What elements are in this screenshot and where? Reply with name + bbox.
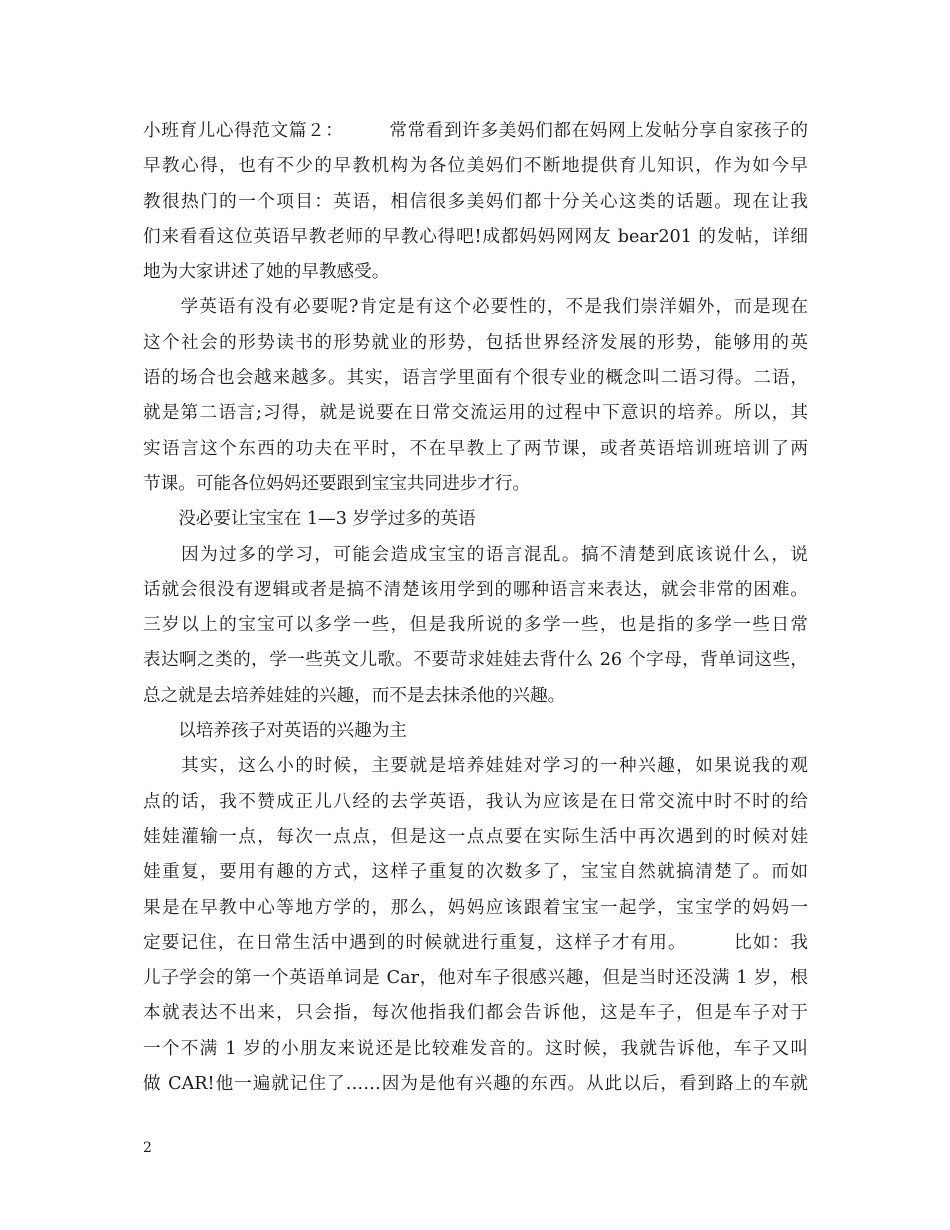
text-line: 教很热门的一个项目：英语，相信很多美妈们都十分关心这类的话题。现在让我: [143, 191, 808, 212]
text-line: 早教心得，也有不少的早教机构为各位美妈们不断地提供育儿知识，作为如今早: [143, 156, 808, 177]
text-line: 总之就是去培养娃娃的兴趣，而不是去抹杀他的兴趣。: [143, 685, 566, 706]
text-line: 一个不满 1 岁的小朋友来说还是比较难发音的。这时候，我就告诉他，车子又叫: [143, 1038, 808, 1059]
text-line: 娃娃灌输一点，每次一点点，但是这一点点要在实际生活中再次遇到的时候对娃: [143, 826, 808, 847]
text-line: 小班育儿心得范文篇２： 常常看到许多美妈们都在妈网上发帖分享自家孩子的: [143, 121, 808, 141]
text-line: 做 CAR!他一遍就记住了……因为是他有兴趣的东西。从此以后，看到路上的车就: [143, 1074, 808, 1095]
text-line: 就是第二语言;习得，就是说要在日常交流运用的过程中下意识的培养。所以，其: [143, 403, 808, 424]
text-line: 话就会很没有逻辑或者是搞不清楚该用学到的哪种语言来表达，就会非常的困难。: [143, 579, 808, 600]
text-line: 其实，这么小的时候，主要就是培养娃娃对学习的一种兴趣，如果说我的观: [143, 756, 808, 777]
text-line: 果是在早教中心等地方学的，那么，妈妈应该跟着宝宝一起学，宝宝学的妈妈一: [143, 897, 808, 918]
page-number: 2: [143, 1140, 152, 1156]
text-line: 语的场合也会越来越多。其实，语言学里面有个很专业的概念叫二语习得。二语，: [143, 368, 808, 389]
text-line: 地为大家讲述了她的早教感受。: [143, 262, 390, 283]
text-line: 学英语有没有必要呢?肯定是有这个必要性的，不是我们崇洋媚外，而是现在: [143, 297, 808, 318]
text-line: 以培养孩子对英语的兴趣为主: [143, 721, 407, 742]
body-text: [143, 114, 808, 1102]
text-line: 实语言这个东西的功夫在平时，不在早教上了两节课，或者英语培训班培训了两: [143, 438, 808, 459]
text-line: 儿子学会的第一个英语单词是 Car，他对车子很感兴趣，但是当时还没满 1 岁，根: [143, 968, 808, 989]
text-line: 节课。可能各位妈妈还要跟到宝宝共同进步才行。: [143, 473, 531, 494]
text-line: 表达啊之类的，学一些英文儿歌。不要苛求娃娃去背什么 26 个字母，背单词这些，: [143, 650, 808, 671]
text-line: 因为过多的学习，可能会造成宝宝的语言混乱。搞不清楚到底该说什么，说: [143, 544, 808, 565]
text-line: 点的话，我不赞成正儿八经的去学英语，我认为应该是在日常交流中时不时的给: [143, 791, 808, 812]
text-line: 本就表达不出来，只会指，每次他指我们都会告诉他，这是车子，但是车子对于: [143, 1003, 808, 1024]
text-line: 没必要让宝宝在 1—3 岁学过多的英语: [143, 509, 476, 530]
text-line: 这个社会的形势读书的形势就业的形势，包括世界经济发展的形势，能够用的英: [143, 332, 808, 353]
text-line: 娃重复，要用有趣的方式，这样子重复的次数多了，宝宝自然就搞清楚了。而如: [143, 862, 808, 883]
text-line: 定要记住，在日常生活中遇到的时候就进行重复，这样子才有用。 比如：我: [143, 932, 808, 953]
text-line: 三岁以上的宝宝可以多学一些，但是我所说的多学一些，也是指的多学一些日常: [143, 615, 808, 636]
text-line: 们来看看这位英语早教老师的早教心得吧!成都妈妈网网友 bear201 的发帖，详细: [143, 226, 808, 247]
